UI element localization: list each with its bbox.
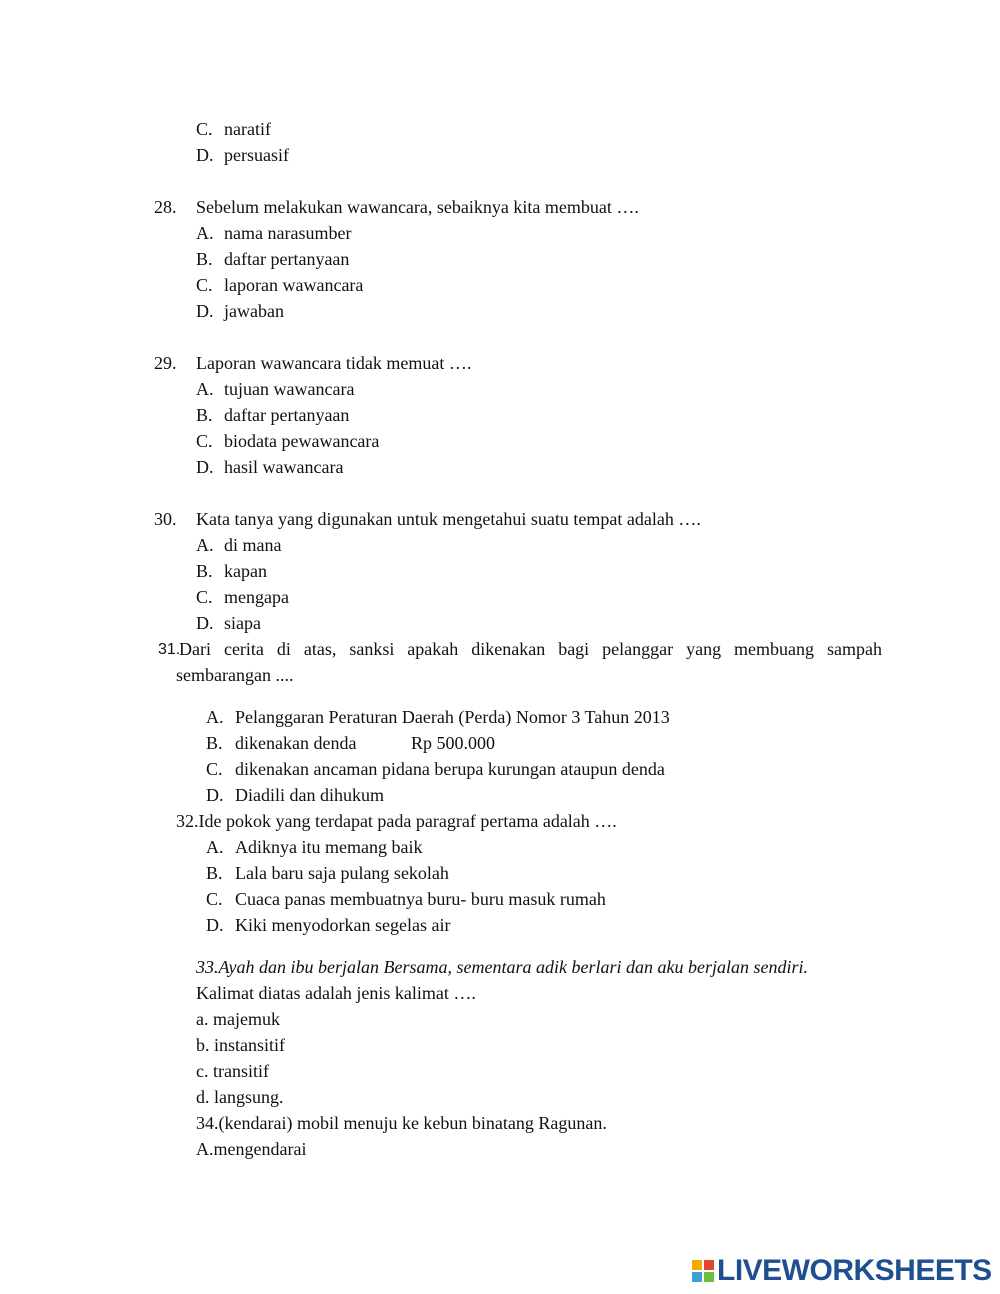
liveworksheets-logo-icon xyxy=(692,1260,714,1282)
liveworksheets-logo[interactable] xyxy=(692,1256,992,1286)
logo-text: LIVEWORKSHEETS xyxy=(717,1254,992,1287)
